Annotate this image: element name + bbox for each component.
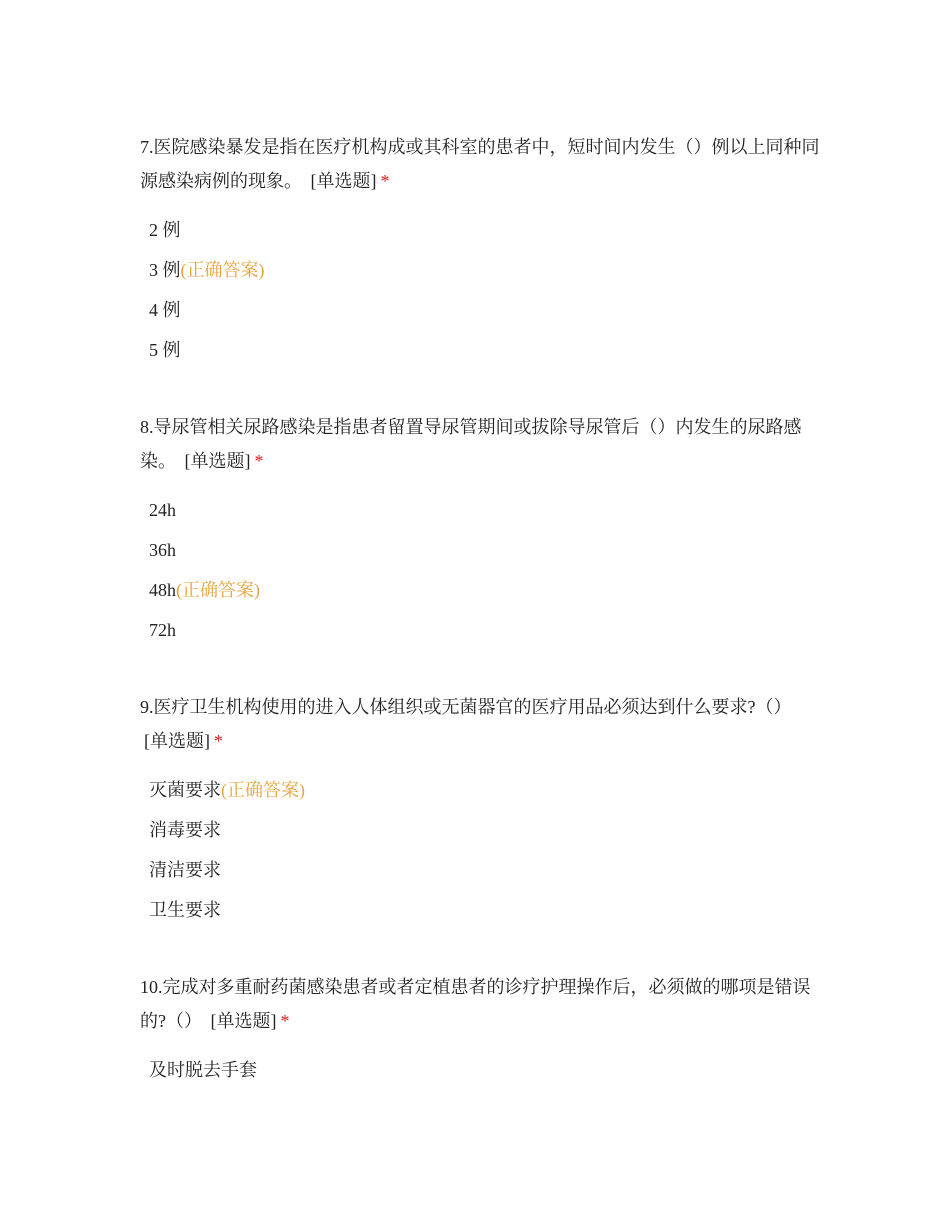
option-list — [140, 210, 820, 370]
option-item — [149, 570, 820, 610]
option-list — [140, 770, 820, 930]
question-number: 9. — [140, 697, 154, 717]
option-item — [149, 770, 820, 810]
option-item — [149, 1050, 820, 1090]
question-text — [140, 970, 820, 1038]
option-item — [149, 250, 820, 290]
question-9 — [140, 690, 820, 930]
question-7 — [140, 130, 820, 370]
question-text — [140, 410, 820, 478]
question-body: 医院感染暴发是指在医疗机构成或其科室的患者中，短时间内发生（）例以上同种同源感染病例的现象。 — [140, 137, 820, 191]
option-label: 5 例 — [149, 340, 181, 360]
question-8 — [140, 410, 820, 650]
question-10 — [140, 970, 820, 1090]
question-text — [140, 690, 820, 758]
question-number: 7. — [140, 137, 154, 157]
option-label: 清洁要求 — [149, 860, 221, 880]
question-type: [单选题] — [144, 731, 210, 751]
required-mark: * — [254, 451, 264, 471]
question-type: [单选题] — [310, 171, 377, 191]
option-label: 4 例 — [149, 300, 181, 320]
option-label: 卫生要求 — [149, 900, 221, 920]
option-label: 3 例 — [149, 260, 181, 280]
option-item — [149, 610, 820, 650]
option-label: 24h — [149, 500, 176, 520]
option-item — [149, 530, 820, 570]
question-body: 完成对多重耐药菌感染患者或者定植患者的诊疗护理操作后，必须做的哪项是错误的?（） — [140, 977, 811, 1031]
option-item — [149, 210, 820, 250]
question-body: 导尿管相关尿路感染是指患者留置导尿管期间或拔除导尿管后（）内发生的尿路感染。 — [140, 417, 802, 471]
option-label: 2 例 — [149, 220, 181, 240]
question-type: [单选题] — [210, 1011, 277, 1031]
option-item — [149, 850, 820, 890]
option-label: 灭菌要求 — [149, 780, 221, 800]
option-list — [140, 1050, 820, 1090]
option-list — [140, 490, 820, 650]
option-item — [149, 490, 820, 530]
option-item — [149, 890, 820, 930]
option-item — [149, 290, 820, 330]
option-label: 36h — [149, 540, 176, 560]
correct-answer-mark: (正确答案) — [221, 780, 305, 800]
option-label: 48h — [149, 580, 176, 600]
correct-answer-mark: (正确答案) — [180, 260, 265, 280]
required-mark: * — [380, 171, 390, 191]
question-text — [140, 130, 820, 198]
option-item — [149, 330, 820, 370]
question-number: 8. — [140, 417, 154, 437]
question-number: 10. — [140, 977, 163, 997]
option-item — [149, 810, 820, 850]
option-label: 72h — [149, 620, 176, 640]
option-label: 及时脱去手套 — [149, 1060, 257, 1080]
question-type: [单选题] — [184, 451, 251, 471]
required-mark: * — [214, 731, 223, 751]
option-label: 消毒要求 — [149, 820, 221, 840]
question-body: 医疗卫生机构使用的进入人体组织或无菌器官的医疗用品必须达到什么要求?（） — [153, 697, 792, 717]
required-mark: * — [280, 1011, 290, 1031]
correct-answer-mark: (正确答案) — [176, 580, 260, 600]
